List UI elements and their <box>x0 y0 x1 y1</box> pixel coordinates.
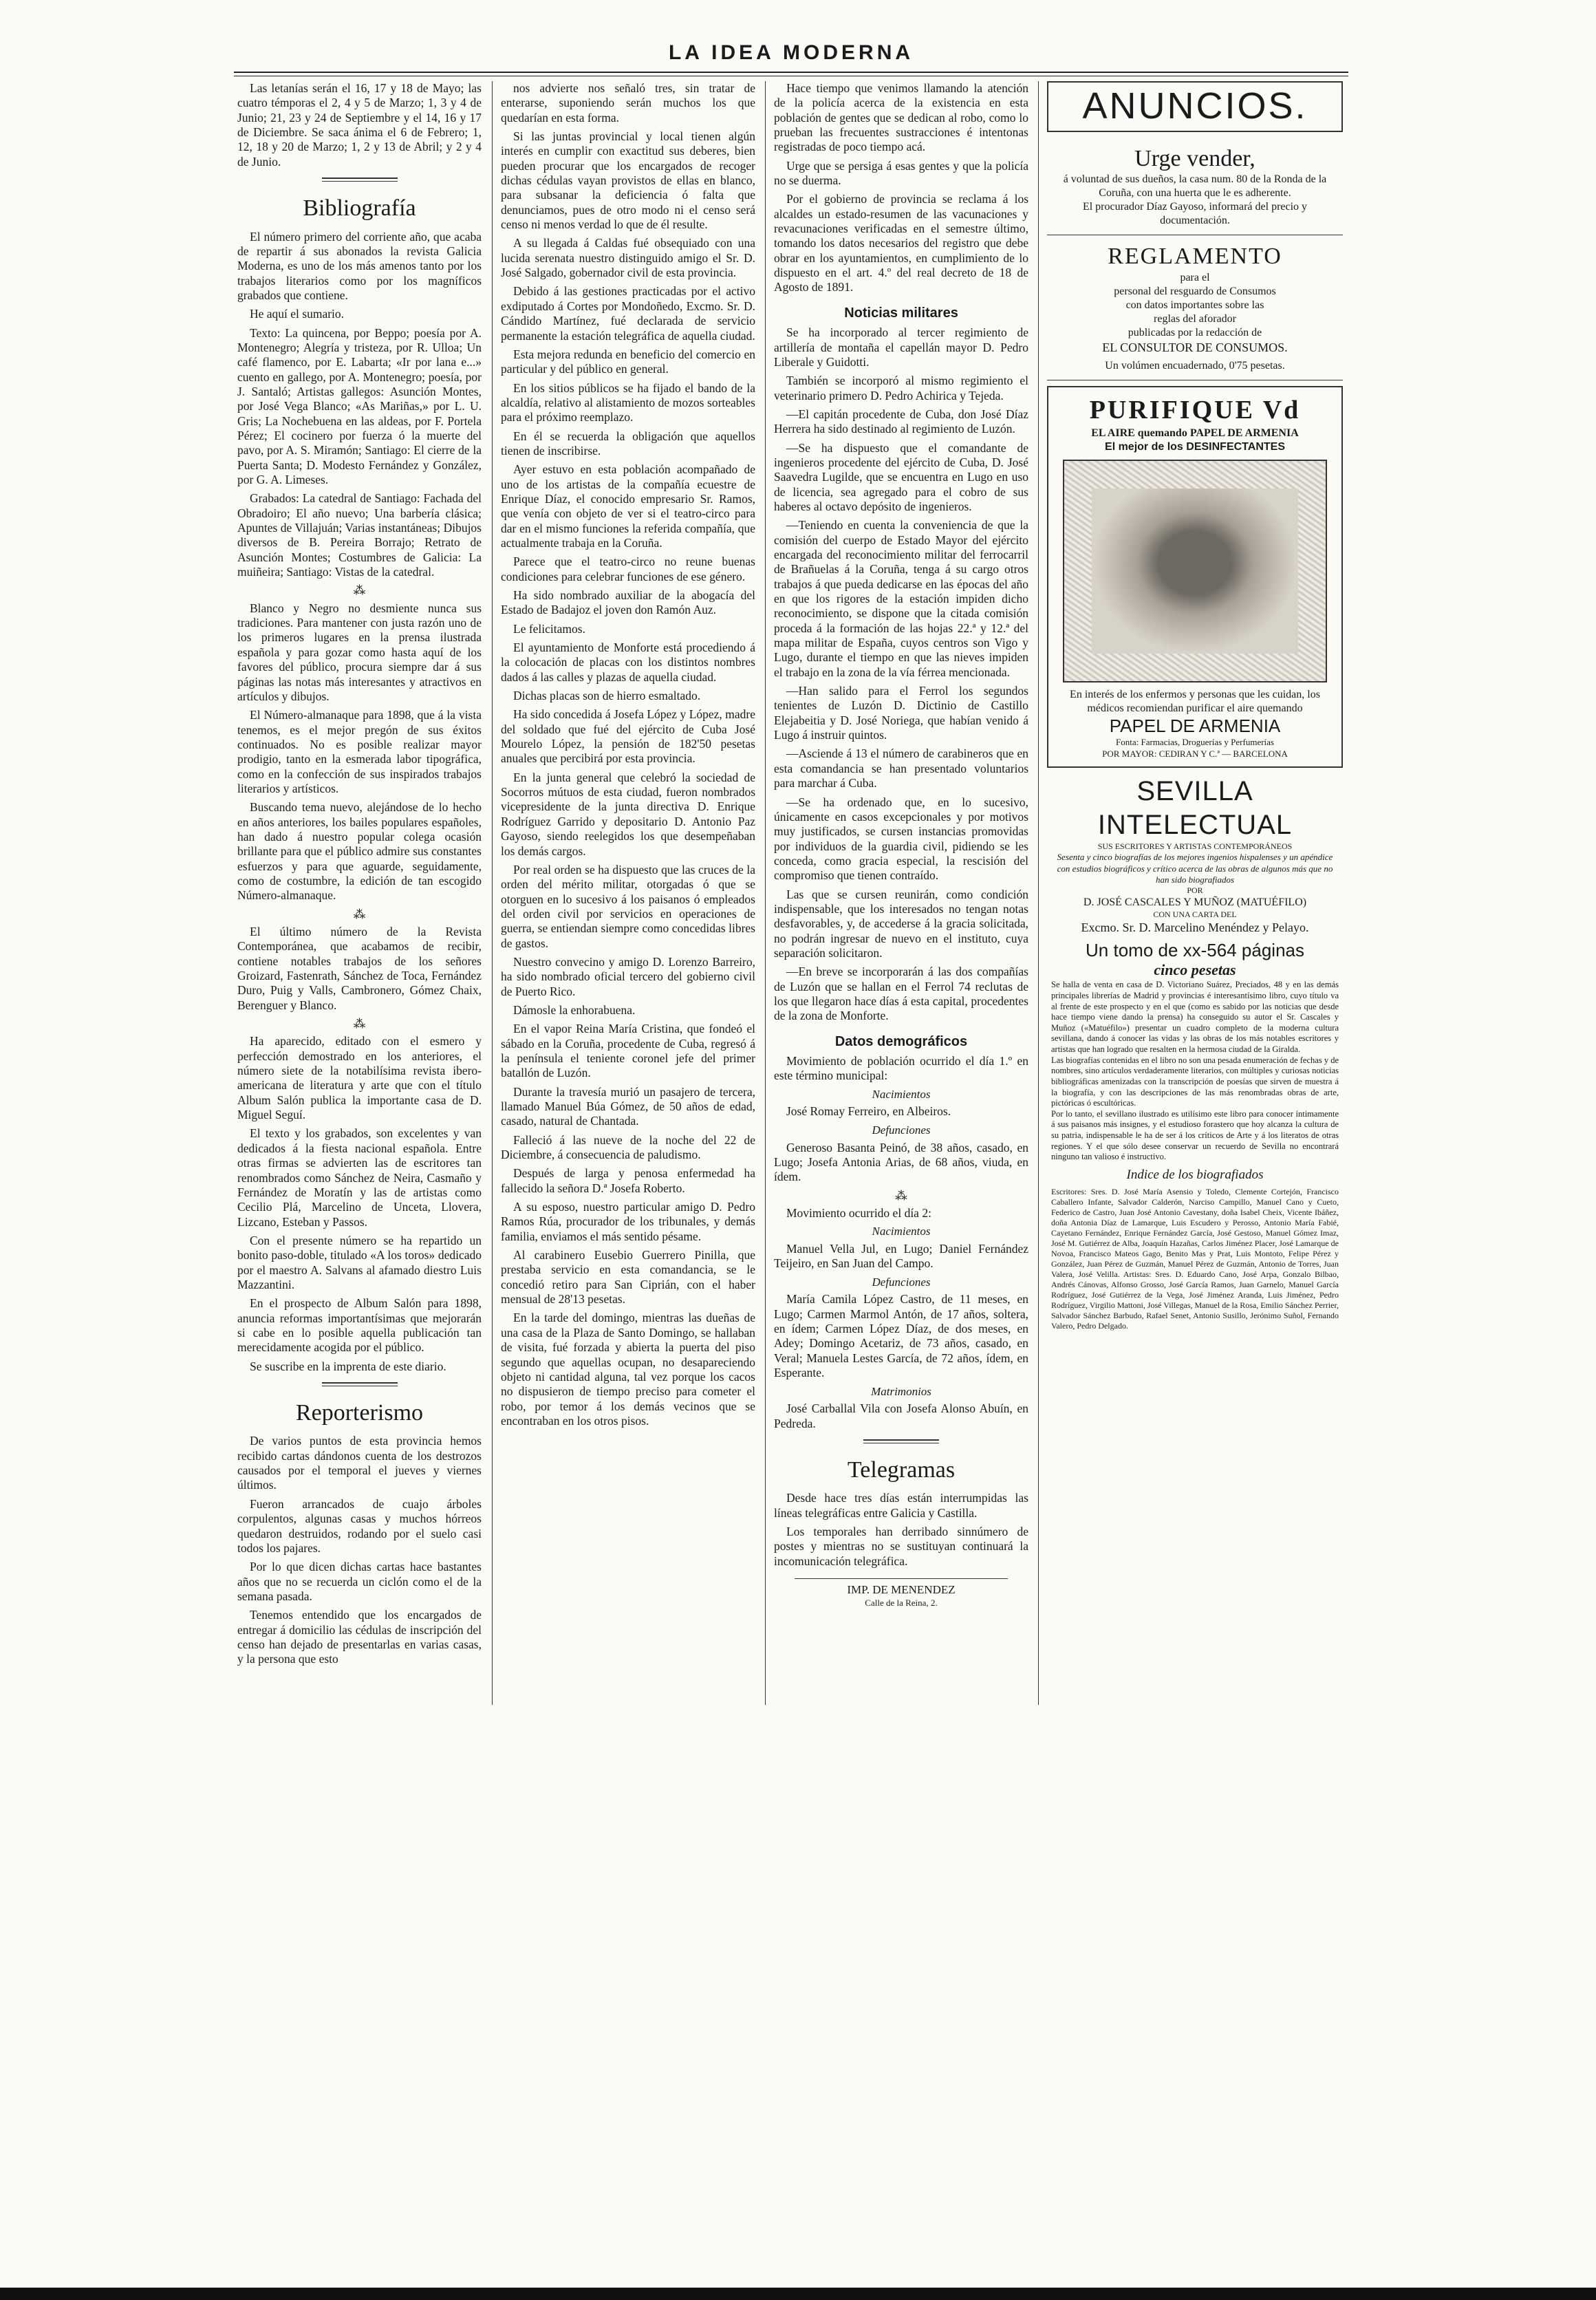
paragraph: José Romay Ferreiro, en Albeiros. <box>786 1104 951 1119</box>
paragraph: José Carballal Vila con Josefa Alonso Abuín, en Pedreda. <box>774 1401 1028 1430</box>
ad-text: Excmo. Sr. D. Marcelino Menéndez y Pelayo. <box>1081 921 1309 935</box>
ad-text: Un volúmen encuadernado, 0'75 pesetas. <box>1105 360 1285 372</box>
ad-text: CON UNA CARTA DEL <box>1153 910 1237 920</box>
paragraph: En la tarde del domingo, mientras las dueñas de una casa de la Plaza de Santo Domingo, se hallaban de visita, fué forzada y abierta la puerta del piso segundo que aquellas ocupan, no desapareciendo objeto ni cantidad alguna, tal vez porque los cacos no dispusieron de tiempo preciso para cometer el robo, por temor á los demás vecinos que se encontraban en los otros pisos. <box>501 1311 755 1428</box>
paragraph: Por lo que dicen dichas cartas hace bastantes años que no se recuerda un ciclón como el de la semana pasada. <box>237 1560 482 1603</box>
heading-bibliografia: Bibliografía <box>303 195 416 222</box>
printer-name: IMP. DE MENENDEZ <box>847 1583 956 1597</box>
ad-text: EL CONSULTOR DE CONSUMOS. <box>1102 340 1288 354</box>
ad-title: REGLAMENTO <box>1108 244 1282 270</box>
paragraph: —En breve se incorporarán á las dos compañías de Luzón que se hallan en el Ferrol 74 reclutas de los que llegaron hace días á esta capital, procedentes de la zona de Monforte. <box>774 965 1028 1023</box>
subheading: Defunciones <box>872 1123 931 1137</box>
separator-stars: ⁂ <box>353 1017 366 1031</box>
paragraph: Se ha incorporado al tercer regimiento de artillería de montaña el capellán mayor D. Pedro Liberale y Guidotti. <box>774 325 1028 369</box>
column-rule <box>1038 81 1039 1705</box>
paragraph: Durante la travesía murió un pasajero de tercera, llamado Manuel Búa Gómez, de 50 años de edad, casado, natural de Chantada. <box>501 1084 755 1128</box>
separator-stars: ⁂ <box>895 1188 907 1203</box>
paragraph: El Número-almanaque para 1898, que á la vista tenemos, es el mejor pregón de sus éxitos continuados. No es posible realizar mayor prodigio, tanto en la esmerada labor tipográfica, como en la confección de sus inspirados trabajos literarios y artísticos. <box>237 708 482 795</box>
paragraph: Movimiento de población ocurrido el día 1.º en este término municipal: <box>774 1054 1028 1083</box>
divider <box>863 1439 939 1443</box>
paragraph: Nuestro convecino y amigo D. Lorenzo Barreiro, ha sido nombrado oficial tercero del gobierno civil de Puerto Rico. <box>501 954 755 998</box>
ad-papel-armenia <box>1047 386 1343 768</box>
paragraph: —Han salido para el Ferrol los segundos tenientes de Luzón D. Dictinio de Castillo Elejabeitia y D. José Noriega, que habían venido á Lugo á instruir quintos. <box>774 684 1028 742</box>
paragraph: Falleció á las nueve de la noche del 22 de Diciembre, á consecuencia de paludismo. <box>501 1132 755 1162</box>
paragraph: —Asciende á 13 el número de carabineros que en esta comandancia se han presentado voluntarios para marchar á Cuba. <box>774 746 1028 791</box>
paragraph: A su llegada á Caldas fué obsequiado con una lucida serenata nuestro distinguido amigo el Sr. D. José Salgado, gobernador civil de esta provincia. <box>501 236 755 280</box>
paragraph: Esta mejora redunda en beneficio del comercio en particular y del público en general. <box>501 347 755 376</box>
ad-text: En interés de los enfermos y personas que les cuidan, los médicos recomiendan purificar el aire quemando <box>1070 688 1320 714</box>
ad-text: POR MAYOR: CEDIRAN Y C.ª — BARCELONA <box>1102 748 1288 759</box>
ad-text: Escritores: Sres. D. José María Asensio y Toledo, Clemente Cortejón, Francisco Caballero Infante, Salvador Calderón, Narciso Campillo, Manuel Cano y Cueto, Federico de Castro, Juan José Antonio Cavestany, doña Isabel Cheix, Vicente Ibáñez, doña Antonia Díaz de Lamarque, Luis Escudero y Perosso, Antonio María Fabié, Cayetano Fernández, Enrique Fernández García, José Gestoso, Manuel Gómez Imaz, José M. Gutiérrez de Alba, Joaquín Hazañas, Carlos Jiménez Placer, José Lamarque de Novoa, Francisco Mateos Gago, Benito Mas y Prat, Luis Montoto, Felipe Pérez y González, Juan Pérez de Guzmán, Manuel Pérez de Guzmán, Antonio de Torres, Juan Valera, José Velilla. Artistas: Sres. D. Eduardo Cano, José Arpa, Gonzalo Bilbao, Andrés Cánovas, Alfonso Grosso, José García Ramos, Juan Garnelo, Manuel García Rodríguez, José Gutiérrez de la Vega, José Jiménez Aranda, Luis Jiménez, Pedro Rodríguez, Virgilio Mattoni, José Villegas, Manuel de la Rosa, Emilio Sánchez Perrier, Salvador Sánchez Barbudo, Rafael Senet, Antonio Susillo, Jerónimo Suñol, Fernando Valero, Pedro Delgado. <box>1051 1187 1339 1331</box>
paragraph: En él se recuerda la obligación que aquellos tienen de inscribirse. <box>501 429 755 458</box>
ad-text: SUS ESCRITORES Y ARTISTAS CONTEMPORÁNEOS <box>1097 841 1293 852</box>
ad-text: á voluntad de sus dueños, la casa num. 80 de la Ronda de la Coruña, con una huerta que le es adherente. <box>1063 173 1327 200</box>
paragraph: Blanco y Negro no desmiente nunca sus tradiciones. Para mantener con justa razón uno de los primeros lugares en la prensa ilustrada española y para gozar como hasta aquí de los favores del público, procura siempre dar á sus páginas las notas más interesantes y atractivos en artículos y dibujos. <box>237 601 482 703</box>
paragraph: Ha sido concedida á Josefa López y López, madre del soldado que fué del ejército de Cuba José Mourelo López, la pensión de 182'50 pesetas anuales que percibirá por esta provincia. <box>501 707 755 766</box>
ad-sevilla-intelectual <box>1047 768 1343 1338</box>
paragraph: Parece que el teatro-circo no reune buenas condiciones para celebrar funciones de ese género. <box>501 555 755 583</box>
ad-text: El mejor de los DESINFECTANTES <box>1105 440 1285 453</box>
top-rule <box>234 72 1348 73</box>
column-2 <box>501 81 755 1432</box>
paragraph: —El capitán procedente de Cuba, don José Díaz Herrera ha sido destinado al regimiento de Luzón. <box>774 407 1028 436</box>
ad-index-title: Indice de los biografiados <box>1126 1167 1264 1182</box>
ad-text: Por lo tanto, el sevillano ilustrado es utilísimo este libro para conocer íntimamente á sus paisanos más insignes, y el estudioso forastero que hoy alcanza la cultura de su patria, indispensable le ha de ser á los críticos de Arte y á los literatos de otras regiones. Y el que sólo desee conservar un recuerdo de Sevilla no encontrará ninguno tan valioso é instructivo. <box>1051 1108 1339 1162</box>
ad-text: con datos importantes sobre las <box>1125 299 1264 311</box>
paragraph: —Se ha dispuesto que el comandante de ingenieros procedente del ejército de Cuba, D. José Saavedra Lugilde, que se encuentra en Lugo en uso de licencia, sea agregado para el cobro de sus haberes al octavo depósito de ingenieros. <box>774 440 1028 513</box>
paragraph: —Teniendo en cuenta la conveniencia de que la comisión del cuerpo de Estado Mayor del ejército encargada del reconocimiento militar del ferrocarril de Brañuelas á la Coruña, tenga á su cargo otros trabajos á que pueda dedicarse en las épocas del año en que los rigores de la estación impiden dicho reconocimiento, se dispone que la citada comisión proceda á la formación de las hojas 22.ª y 12.ª del mapa militar de España, cuyos centros son Vigo y Lugo, durante el tiempo en que las nieves impiden el trabajo en la zona de la vía férrea mencionada. <box>774 518 1028 679</box>
heading-datos-demograficos: Datos demográficos <box>834 1033 968 1049</box>
ad-text: EL AIRE quemando PAPEL DE ARMENIA <box>1091 427 1299 439</box>
paragraph: Dichas placas son de hierro esmaltado. <box>513 689 701 703</box>
calendar-note: Las letanías serán el 16, 17 y 18 de Mayo; las cuatro témporas el 2, 4 y 5 de Marzo; 1, 3 y 4 de Junio; 21, 23 y 24 de Septiembre y el 14, 16 y 17 de Diciembre. Se saca ánima el 6 de Febrero; 1, 12, 18 y 20 de Marzo; 1, 2 y 13 de Abril; y 2 y 4 de Junio. <box>237 81 482 169</box>
divider <box>322 1382 398 1386</box>
masthead: LA IDEA MODERNA <box>668 41 914 64</box>
column-ads <box>1047 81 1343 1338</box>
ad-title: Urge vender, <box>1134 145 1255 171</box>
printer-address: Calle de la Reina, 2. <box>865 1597 938 1608</box>
paragraph: Urge que se persiga á esas gentes y que la policía no se duerma. <box>774 158 1028 188</box>
ad-text: Sesenta y cinco biografías de los mejores ingenios hispalenses y un apéndice con estudios biográficos y crítico acerca de las obras de algunos más que no han sido biografiados <box>1057 852 1333 885</box>
paragraph: Ha sido nombrado auxiliar de la abogacía del Estado de Badajoz el joven don Ramón Auz. <box>501 588 755 617</box>
paragraph: Movimiento ocurrido el día 2: <box>786 1205 931 1220</box>
subheading: Nacimientos <box>872 1225 931 1238</box>
column-rule <box>765 81 766 1705</box>
subheading: Nacimientos <box>872 1087 931 1101</box>
ad-title: SEVILLA INTELECTUAL <box>1097 775 1293 840</box>
column-rule <box>492 81 493 1705</box>
paragraph: Hace tiempo que venimos llamando la atención de la policía acerca de la existencia en esta población de gentes que se dedican al robo, como lo prueban las frecuentes sustracciones é intentonas registradas de poco tiempo acá. <box>774 81 1028 154</box>
paragraph: Fueron arrancados de cuajo árboles corpulentos, algunas casas y muchos hórreos quedaron destruidos, rodando por el suelo casi todos los pajares. <box>237 1496 482 1555</box>
ad-text: publicadas por la redacción de <box>1128 326 1262 338</box>
engraving-illustration <box>1063 460 1327 683</box>
column-1 <box>237 81 482 1671</box>
heading-noticias-militares: Noticias militares <box>844 305 958 321</box>
paragraph: Los temporales han derribado sinnúmero de postes y mientras no se sustituyan continuará la incomunicación telegráfica. <box>774 1525 1028 1568</box>
ad-price: cinco pesetas <box>1154 961 1236 979</box>
ad-urge-vender <box>1047 138 1343 235</box>
paragraph: Tenemos entendido que los encargados de entregar á domicilio las cédulas de inscripción del censo han dejado de presentarlas en varias casas, y la persona que esto <box>237 1608 482 1666</box>
paragraph: Generoso Basanta Peinó, de 38 años, casado, en Lugo; Josefa Antonia Arias, de 68 años, viuda, en ídem. <box>774 1140 1028 1184</box>
paragraph: Al carabinero Eusebio Guerrero Pinilla, que prestaba servicio en esta comandancia, se le concedió retiro para San Ciprián, con el haber mensual de 28'13 pesetas. <box>501 1248 755 1307</box>
paragraph: Por el gobierno de provincia se reclama á los alcaldes un estado-resumen de las vacunaciones y revacunaciones verificadas en el semestre último, tomando los datos necesarios del registro que debe obrar en los ayuntamientos, en cumplimiento de lo dispuesto en el art. 4.º del real decreto de 18 de Agosto de 1891. <box>774 192 1028 294</box>
paragraph: El ayuntamiento de Monforte está procediendo á la colocación de placas con los distintos nombres dados á las calles y plazas de aquella ciudad. <box>501 641 755 684</box>
paragraph: He aquí el sumario. <box>250 307 345 321</box>
paragraph: Buscando tema nuevo, alejándose de lo hecho en años anteriores, los bailes populares españoles, han dado á nuestro popular colega ocasión brillante para que el público admire sus constantes esfuerzos y para que aguarde, seguidamente, como de costumbre, la edición de tan escogido Número-almanaque. <box>237 800 482 903</box>
paragraph: Le felicitamos. <box>513 621 585 636</box>
ad-text: Se halla de venta en casa de D. Victoriano Suárez, Preciados, 48 y en las demás principales librerías de Madrid y provincias é interesantísimo libro, cuyo título va al frente de este prospecto y en el que (como es sabido por las noticias que desde hace tiempo viene dando la prensa) ha conseguido su autor el Sr. Cascales y Muñoz («Matuéfilo») presentar un cuadro completo de la moderna cultura sevillana, dando á conocer las vidas y las obras de los más notables escritores y artistas que han logrado que resalten en la hermosa ciudad de la Giralda. <box>1051 980 1339 1055</box>
ad-text: para el <box>1180 271 1210 283</box>
ad-title: PURIFIQUE Vd <box>1089 396 1301 425</box>
paragraph: Grabados: La catedral de Santiago: Fachada del Obradoiro; El año nuevo; Una barbería clásica; Apuntes de Villajuán; Varias instantáneas; Dibujos diversos de B. Pereira Borrajo; Retrato de Asunción Montes; Costumbres de Galicia: La muiñeira; Santiago: Vistas de la catedral. <box>237 491 482 579</box>
paragraph: —Se ha ordenado que, en lo sucesivo, únicamente en casos excepcionales y por motivos muy justificados, se cursen instancias promovidas por individuos de la guardia civil, pidiendo se les conceda, como gracia especial, la rescisión del compromiso que tienen contraído. <box>774 795 1028 883</box>
paragraph: Si las juntas provincial y local tienen algún interés en cumplir con exactitud sus deberes, bien pueden procurar que los encargados de recoger dichas cédulas vayan provistos de ellas en blanco, para subsanar la deficiencia ó falta que denunciamos, pues de otro modo ni el censo será censo ni menos verdad lo que de él resulte. <box>501 129 755 232</box>
divider <box>322 178 398 182</box>
paragraph: El último número de la Revista Contemporánea, que acabamos de recibir, contiene notables trabajos de los señores Groizard, Fastenrath, Sánchez de Toca, Fernández Duro, Puig y Valls, Cambronero, Gómez Chaix, Berenguer y Blanco. <box>237 925 482 1012</box>
paragraph: En el prospecto de Album Salón para 1898, anuncia reformas importantísimas que mejorarán si cabe en lo posible aquella publicación tan merecidamente acogida por el público. <box>237 1296 482 1355</box>
ad-text: reglas del aforador <box>1154 312 1236 325</box>
ad-text: El procurador Díaz Gayoso, informará del precio y documentación. <box>1082 201 1308 227</box>
heading-reporterismo: Reporterismo <box>295 1399 424 1426</box>
anuncios-header: ANUNCIOS. <box>1047 81 1343 132</box>
paragraph: Ayer estuvo en esta población acompañado de uno de los artistas de la compañía ecuestre de Enrique Díaz, el conocido empresario Sr. Ramos, que venía con objeto de ver si el teatro-circo para dar en el mismo funciones la referida compañía, que actualmente trabaja en la Coruña. <box>501 462 755 550</box>
paragraph: Texto: La quincena, por Beppo; poesía por A. Montenegro; Alegría y tristeza, por R. Ulloa; Un café flamenco, por E. Labarta; «Ir por lana e...» cuento en gallego, por A. Montenegro; poesía, por J. Santaló; Artistas gallegos: Asunción Montes, por José Vega Blanco; «As Mariñas,» por L. U. Gris; La Nochebuena en las aldeas, por F. Portela Pérez; El cocinero por fuerza ó la muerte del pavo, por A. S. Miramón; Santiago: El cierre de la Puerta Santa; D. Modesto Fernández y González, por G. A. Limeses. <box>237 325 482 487</box>
ad-text: POR <box>1187 885 1203 896</box>
ad-text: D. JOSÉ CASCALES Y MUÑOZ (MATUÉFILO) <box>1083 896 1307 909</box>
subheading: Defunciones <box>872 1275 931 1289</box>
subheading: Matrimonios <box>871 1384 931 1398</box>
paragraph: Dámosle la enhorabuena. <box>513 1002 636 1017</box>
paragraph: También se incorporó al mismo regimiento el veterinario primero D. Pedro Achirica y Tejeda. <box>774 374 1028 402</box>
ad-text: Las biografías contenidas en el libro no son una pesada enumeración de fechas y de nombres, sino artículos verdaderamente literarios, con múltiples y curiosas noticias bibliográficas amenizadas con la transcripción de poesías que sirven de muestra á la biografía, y con las descripciones de las más renombradas obras de arte, pictóricas ó escultóricas. <box>1051 1055 1339 1108</box>
paragraph: Desde hace tres días están interrumpidas las líneas telegráficas entre Galicia y Castilla. <box>774 1491 1028 1520</box>
paragraph: En los sitios públicos se ha fijado el bando de la alcaldía, relativo al alistamiento de mozos sorteables para el próximo reemplazo. <box>501 380 755 424</box>
ad-text: personal del resguardo de Consumos <box>1114 285 1276 297</box>
paragraph: Ha aparecido, editado con el esmero y perfección demostrado en los anteriores, el número siete de la notabilísima revista ibero-americana de literatura y arte que con el título Album Salón publica la importante casa de D. Miguel Seguí. <box>237 1034 482 1122</box>
ad-brand: PAPEL DE ARMENIA <box>1109 715 1281 736</box>
ad-text: Fonta: Farmacias, Droguerías y Perfumerías <box>1116 737 1274 748</box>
paragraph: El texto y los grabados, son excelentes y van dedicados á la fiesta nacional española. Entre otras firmas se advierten las de escritores tan renombrados como Sánchez de Neira, Casmaño y Fernández de Moratín y las de artistas como Cecilio Plá, Marcelino de Unceta, Llovera, Lizcano, Esteban y Passos. <box>237 1126 482 1229</box>
paragraph: El número primero del corriente año, que acaba de repartir á sus abonados la revista Galicia Moderna, es uno de los más amenos tanto por los trabajos literarios como por los magníficos grabados que contiene. <box>237 229 482 302</box>
paragraph: Se suscribe en la imprenta de este diario. <box>250 1359 446 1373</box>
paragraph: Manuel Vella Jul, en Lugo; Daniel Fernández Teijeiro, en San Juan del Campo. <box>774 1242 1028 1271</box>
ad-text: Un tomo de xx-564 páginas <box>1086 939 1304 960</box>
separator-stars: ⁂ <box>353 907 366 921</box>
paragraph: Debido á las gestiones practicadas por el activo exdiputado á Cortes por Mondoñedo, Excmo. Sr. D. Cándido Martínez, fué declarada de servicio permanente la estación telegráfica de aquella ciudad. <box>501 284 755 343</box>
paragraph: Con el presente número se ha repartido un bonito paso-doble, titulado «A los toros» dedicado por el maestro A. Salvans al afamado diestro Luis Mazzantini. <box>237 1233 482 1291</box>
paragraph: Las que se cursen reunirán, como condición indispensable, que los interesados no tengan notas desfavorables, y, de accederse á la gracia solicitada, no podrán ingresar de nuevo en el instituto, cuya separación solicitaron. <box>774 887 1028 960</box>
paragraph: nos advierte nos señaló tres, sin tratar de enterarse, suponiendo serán muchos los que quedarían en esta forma. <box>501 81 755 125</box>
paragraph: A su esposo, nuestro particular amigo D. Pedro Ramos Rúa, procurador de los tribunales, y demás familia, enviamos el más sentido pésame. <box>501 1200 755 1243</box>
separator-stars: ⁂ <box>353 583 366 598</box>
heading-telegramas: Telegramas <box>847 1457 956 1483</box>
paragraph: En el vapor Reina María Cristina, que fondeó el sábado en la Coruña, procedente de Cuba, regresó á la península el teniente coronel jefe del primer batallón de Luzón. <box>501 1022 755 1080</box>
ad-reglamento <box>1047 235 1343 380</box>
column-3 <box>774 81 1028 1609</box>
paragraph: En la junta general que celebró la sociedad de Socorros mútuos de esta ciudad, fueron nombrados vicepresidente de la junta directiva D. Enrique Rodríguez Garrido y depositario D. Antonio Paz Gayoso, siendo reelegidos los que desempeñaban los demás cargos. <box>501 770 755 858</box>
scan-border-bottom <box>0 2288 1596 2300</box>
paragraph: Después de larga y penosa enfermedad ha fallecido la señora D.ª Josefa Roberto. <box>501 1166 755 1195</box>
paragraph: María Camila López Castro, de 11 meses, en Lugo; Carmen Marmol Antón, de 17 años, soltera, en ídem; Carmen López Díaz, de dos meses, en Adey; Domingo Acetariz, de 73 años, casado, en Veral; Manuela Lestes García, de 72 años, ídem, en Esperante. <box>774 1292 1028 1380</box>
paragraph: De varios puntos de esta provincia hemos recibido cartas dándonos cuenta de los destrozos causados por el temporal el jueves y viernes últimos. <box>237 1434 482 1492</box>
paragraph: Por real orden se ha dispuesto que las cruces de la orden del mérito militar, otorgadas ó que se otorguen en lo sucesivo á los paisanos ó empleados del orden civil por servicios en operaciones de guerra, se entiendan siempre como concedidas libres de gastos. <box>501 862 755 950</box>
